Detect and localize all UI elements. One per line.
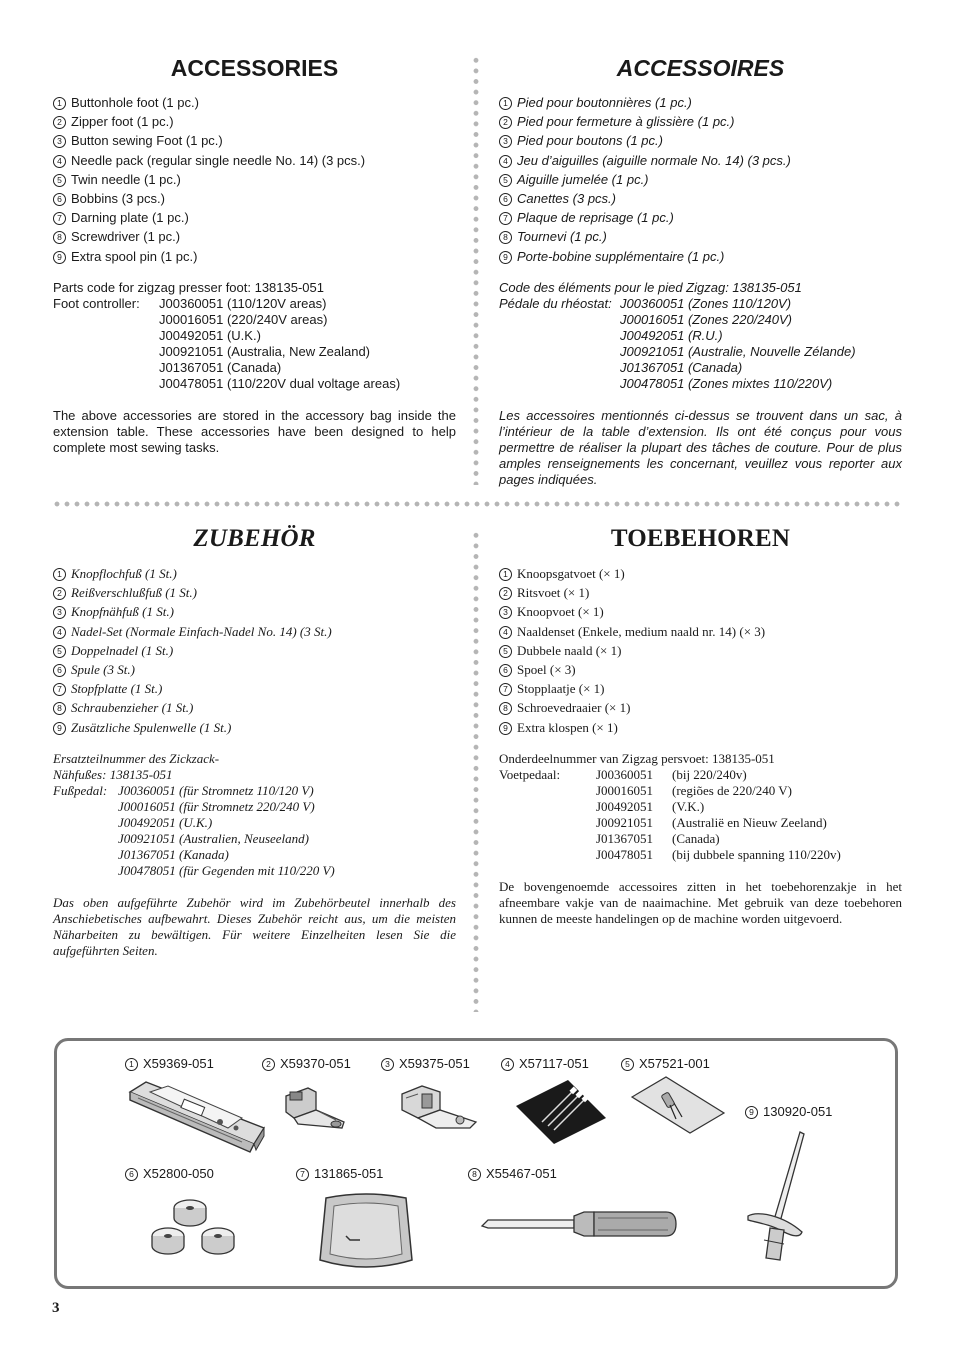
foot-controller-code: J00921051 (Australia, New Zealand) bbox=[159, 343, 371, 359]
circled-number: 2 bbox=[499, 116, 512, 129]
list-item: 1 Knopflochfuß (1 St.) bbox=[53, 564, 456, 583]
circled-number: 8 bbox=[53, 702, 66, 715]
foot-controller-code: J00360051 (für Stromnetz 110/120 V) bbox=[118, 782, 314, 798]
darning-plate-icon bbox=[316, 1190, 414, 1276]
circled-number: 2 bbox=[53, 587, 66, 600]
foot-controller-code: J00016051 (Zones 220/240V) bbox=[620, 311, 793, 327]
french-accessory-list bbox=[499, 93, 902, 266]
zigzag-foot-code: Nähfußes: 138135-051 bbox=[53, 766, 173, 782]
list-item: 2 Zipper foot (1 pc.) bbox=[53, 112, 456, 131]
spool-pin-icon bbox=[744, 1128, 806, 1268]
circled-number: 8 bbox=[499, 702, 512, 715]
button-sewing-foot-icon bbox=[396, 1080, 480, 1132]
list-item: 9 Extra klospen (× 1) bbox=[499, 718, 902, 737]
foot-controller-code: J01367051 (Canada) bbox=[159, 359, 282, 375]
part-label: 8 X55467-051 bbox=[468, 1166, 557, 1181]
screwdriver-icon bbox=[478, 1208, 680, 1240]
list-item: 7 Stopplaatje (× 1) bbox=[499, 679, 902, 698]
circled-number: 7 bbox=[499, 683, 512, 696]
part-label: 1 X59369-051 bbox=[125, 1056, 214, 1071]
circled-number: 6 bbox=[53, 193, 66, 206]
circled-number: 9 bbox=[499, 722, 512, 735]
part-label: 9 130920-051 bbox=[745, 1104, 832, 1119]
part-label: 6 X52800-050 bbox=[125, 1166, 214, 1181]
foot-controller-code: J00016051 (für Stromnetz 220/240 V) bbox=[118, 798, 315, 814]
foot-controller-label: Foot controller: bbox=[53, 295, 140, 311]
bobbins-icon bbox=[148, 1196, 246, 1268]
list-item: 8 Screwdriver (1 pc.) bbox=[53, 227, 456, 246]
circled-number: 3 bbox=[499, 606, 512, 619]
circled-number: 1 bbox=[499, 97, 512, 110]
foot-controller-code: J00478051 (für Gegenden mit 110/220 V) bbox=[118, 862, 335, 878]
circled-number: 3 bbox=[499, 135, 512, 148]
foot-controller-code: J00360051 (Zones 110/120V) bbox=[620, 295, 792, 311]
part-label: 5 X57521-001 bbox=[621, 1056, 710, 1071]
page-number: 3 bbox=[52, 1300, 60, 1316]
english-title: ACCESSORIES bbox=[170, 55, 339, 81]
list-item: 8 Tournevi (1 pc.) bbox=[499, 227, 902, 246]
list-item: 3 Button sewing Foot (1 pc.) bbox=[53, 131, 456, 150]
foot-controller-code: J00478051 (Zones mixtes 110/220V) bbox=[620, 375, 833, 391]
foot-controller-code: J00478051 (bij dubbele spanning 110/220v) bbox=[596, 846, 841, 862]
circled-number: 6 bbox=[499, 193, 512, 206]
foot-controller-code: J00478051 (110/220V dual voltage areas) bbox=[159, 375, 401, 391]
list-item: 3 Knoopvoet (× 1) bbox=[499, 602, 902, 621]
list-item: 8 Schraubenzieher (1 St.) bbox=[53, 698, 456, 717]
zigzag-foot-code: Code des éléments pour le pied Zigzag: 138135-051 bbox=[499, 279, 802, 295]
zigzag-foot-code: Onderdeelnummer van Zigzag persvoet: 138135-051 bbox=[499, 750, 775, 766]
foot-controller-code: J00921051 (Australie, Nouvelle Zélande) bbox=[620, 343, 856, 359]
list-item: 1 Pied pour boutonnières (1 pc.) bbox=[499, 93, 902, 112]
circled-number: 4 bbox=[53, 155, 66, 168]
german-part-codes bbox=[53, 751, 456, 879]
circled-number: 1 bbox=[53, 568, 66, 581]
section-dutch bbox=[499, 524, 902, 940]
circled-number: 6 bbox=[53, 664, 66, 677]
list-item: 9 Porte-bobine supplémentaire (1 pc.) bbox=[499, 247, 902, 266]
list-item: 1 Buttonhole foot (1 pc.) bbox=[53, 93, 456, 112]
list-item: 8 Schroevedraaier (× 1) bbox=[499, 698, 902, 717]
circled-number: 5 bbox=[53, 645, 66, 658]
needle-pack-icon bbox=[514, 1078, 608, 1146]
foot-controller-label: Fußpedal: bbox=[53, 782, 108, 798]
list-item: 5 Doppelnadel (1 St.) bbox=[53, 641, 456, 660]
foot-controller-code: J01367051 (Canada) bbox=[620, 359, 743, 375]
buttonhole-foot-icon bbox=[124, 1078, 266, 1154]
circled-number: 2 bbox=[53, 116, 66, 129]
part-label: 7 131865-051 bbox=[296, 1166, 383, 1181]
german-paragraph: Das oben aufgeführte Zubehör wird im Zubehörbeutel innerhalb des Anschiebetisches aufbewahrt. Dieses Zubehör reicht aus, um die meisten Näharbeiten zu bewältigen. Für weitere Einzelheiten lesen Sie die aufgeführten Seiten. bbox=[53, 894, 456, 958]
circled-number: 5 bbox=[53, 174, 66, 187]
circled-number: 8 bbox=[499, 231, 512, 244]
zipper-foot-icon bbox=[276, 1082, 348, 1132]
circled-number: 3 bbox=[53, 606, 66, 619]
section-german bbox=[53, 524, 456, 972]
circled-number: 5 bbox=[499, 645, 512, 658]
list-item: 2 Reißverschlußfuß (1 St.) bbox=[53, 583, 456, 602]
list-item: 4 Jeu d’aiguilles (aiguille normale No. 14) (3 pcs.) bbox=[499, 151, 902, 170]
foot-controller-code: J00921051 (Australië en Nieuw Zeeland) bbox=[596, 814, 827, 830]
list-item: 7 Darning plate (1 pc.) bbox=[53, 208, 456, 227]
foot-controller-code: J01367051 (Canada) bbox=[596, 830, 720, 846]
list-item: 9 Extra spool pin (1 pc.) bbox=[53, 247, 456, 266]
circled-number: 2 bbox=[499, 587, 512, 600]
list-item: 4 Naaldenset (Enkele, medium naald nr. 14) (× 3) bbox=[499, 622, 902, 641]
foot-controller-label: Pédale du rhéostat: bbox=[499, 295, 612, 311]
german-accessory-list bbox=[53, 564, 456, 737]
foot-controller-code: J00016051 (220/240V areas) bbox=[159, 311, 328, 327]
german-title: ZUBEHÖR bbox=[193, 525, 316, 552]
list-item: 4 Needle pack (regular single needle No. 14) (3 pcs.) bbox=[53, 151, 456, 170]
list-item: 5 Twin needle (1 pc.) bbox=[53, 170, 456, 189]
vertical-dotted-divider-top bbox=[472, 55, 480, 485]
horizontal-dotted-divider bbox=[52, 501, 902, 507]
list-item: 4 Nadel-Set (Normale Einfach-Nadel No. 14) (3 St.) bbox=[53, 622, 456, 641]
circled-number: 7 bbox=[53, 212, 66, 225]
list-item: 6 Bobbins (3 pcs.) bbox=[53, 189, 456, 208]
list-item: 2 Pied pour fermeture à glissière (1 pc.) bbox=[499, 112, 902, 131]
dutch-part-codes: Onderdeelnummer van Zigzag persvoet: 138135-051 Voetpedaal: J00360051 (bij 220/240v) J00016051 (regiões de 220/240 V) J00492051 (V.K.) J00921051 (Australië en Nieuw Zeeland) J01367051 (Canada) J00478051 (bij dubbele spanning 110/220v) bbox=[499, 751, 902, 863]
foot-controller-code: J00492051 (R.U.) bbox=[620, 327, 723, 343]
foot-controller-code: J00492051 (V.K.) bbox=[596, 798, 705, 814]
dutch-title: TOEBEHOREN bbox=[610, 525, 791, 552]
twin-needle-icon bbox=[630, 1075, 726, 1135]
french-paragraph: Les accessoires mentionnés ci-dessus se trouvent dans un sac, à l’intérieur de la table d’extension. Ils ont été conçus pour vous permettre de réaliser la plupart des tâches de couture. Pour de plus amples renseignements les concernant, veuillez vous reporter aux pages indiquées. bbox=[499, 407, 902, 487]
foot-controller-code: J00016051 (regiões de 220/240 V) bbox=[596, 782, 792, 798]
circled-number: 6 bbox=[499, 664, 512, 677]
foot-controller-label: Voetpedaal: bbox=[499, 766, 561, 782]
english-paragraph: The above accessories are stored in the accessory bag inside the extension table. These accessories have been designed to help complete most sewing tasks. bbox=[53, 407, 456, 455]
dutch-accessory-list bbox=[499, 564, 902, 737]
circled-number: 3 bbox=[53, 135, 66, 148]
list-item: 7 Stopfplatte (1 St.) bbox=[53, 679, 456, 698]
list-item: 3 Knopfnähfuß (1 St.) bbox=[53, 602, 456, 621]
list-item: 3 Pied pour boutons (1 pc.) bbox=[499, 131, 902, 150]
circled-number: 7 bbox=[53, 683, 66, 696]
list-item: 6 Spule (3 St.) bbox=[53, 660, 456, 679]
list-item: 6 Canettes (3 pcs.) bbox=[499, 189, 902, 208]
circled-number: 4 bbox=[499, 626, 512, 639]
list-item: 5 Dubbele naald (× 1) bbox=[499, 641, 902, 660]
section-english bbox=[53, 53, 456, 469]
part-label: 3 X59375-051 bbox=[381, 1056, 470, 1071]
section-french bbox=[499, 53, 902, 501]
circled-number: 4 bbox=[53, 626, 66, 639]
english-part-codes bbox=[53, 280, 456, 392]
list-item: 2 Ritsvoet (× 1) bbox=[499, 583, 902, 602]
circled-number: 9 bbox=[53, 251, 66, 264]
foot-controller-code: J01367051 (Kanada) bbox=[118, 846, 229, 862]
french-part-codes bbox=[499, 280, 902, 392]
list-item: 5 Aiguille jumelée (1 pc.) bbox=[499, 170, 902, 189]
list-item: 6 Spoel (× 3) bbox=[499, 660, 902, 679]
circled-number: 7 bbox=[499, 212, 512, 225]
foot-controller-code: J00492051 (U.K.) bbox=[118, 814, 213, 830]
circled-number: 5 bbox=[499, 174, 512, 187]
list-item: 9 Zusätzliche Spulenwelle (1 St.) bbox=[53, 718, 456, 737]
zigzag-foot-code: Ersatzteilnummer des Zickzack- bbox=[53, 750, 220, 766]
circled-number: 9 bbox=[53, 722, 66, 735]
vertical-dotted-divider-bottom bbox=[472, 530, 480, 1012]
part-label: 2 X59370-051 bbox=[262, 1056, 351, 1071]
french-title: ACCESSOIRES bbox=[616, 55, 785, 81]
list-item: 1 Knoopsgatvoet (× 1) bbox=[499, 564, 902, 583]
circled-number: 1 bbox=[499, 568, 512, 581]
circled-number: 4 bbox=[499, 155, 512, 168]
part-label: 4 X57117-051 bbox=[501, 1056, 589, 1071]
zigzag-foot-code: Parts code for zigzag presser foot: 138135-051 bbox=[53, 279, 324, 295]
foot-controller-code: J00492051 (U.K.) bbox=[159, 327, 261, 343]
foot-controller-code: J00921051 (Australien, Neuseeland) bbox=[118, 830, 309, 846]
foot-controller-code: J00360051 (110/120V areas) bbox=[159, 295, 327, 311]
circled-number: 1 bbox=[53, 97, 66, 110]
english-accessory-list bbox=[53, 93, 456, 266]
circled-number: 9 bbox=[499, 251, 512, 264]
circled-number: 8 bbox=[53, 231, 66, 244]
dutch-paragraph: De bovengenoemde accessoires zitten in het toebehorenzakje in het afneembare vakje van de naaimachine. Met gebruik van deze toebehoren kunnen de meeste handelingen op de machine worden uitgevoerd. bbox=[499, 878, 902, 926]
list-item: 7 Plaque de reprisage (1 pc.) bbox=[499, 208, 902, 227]
